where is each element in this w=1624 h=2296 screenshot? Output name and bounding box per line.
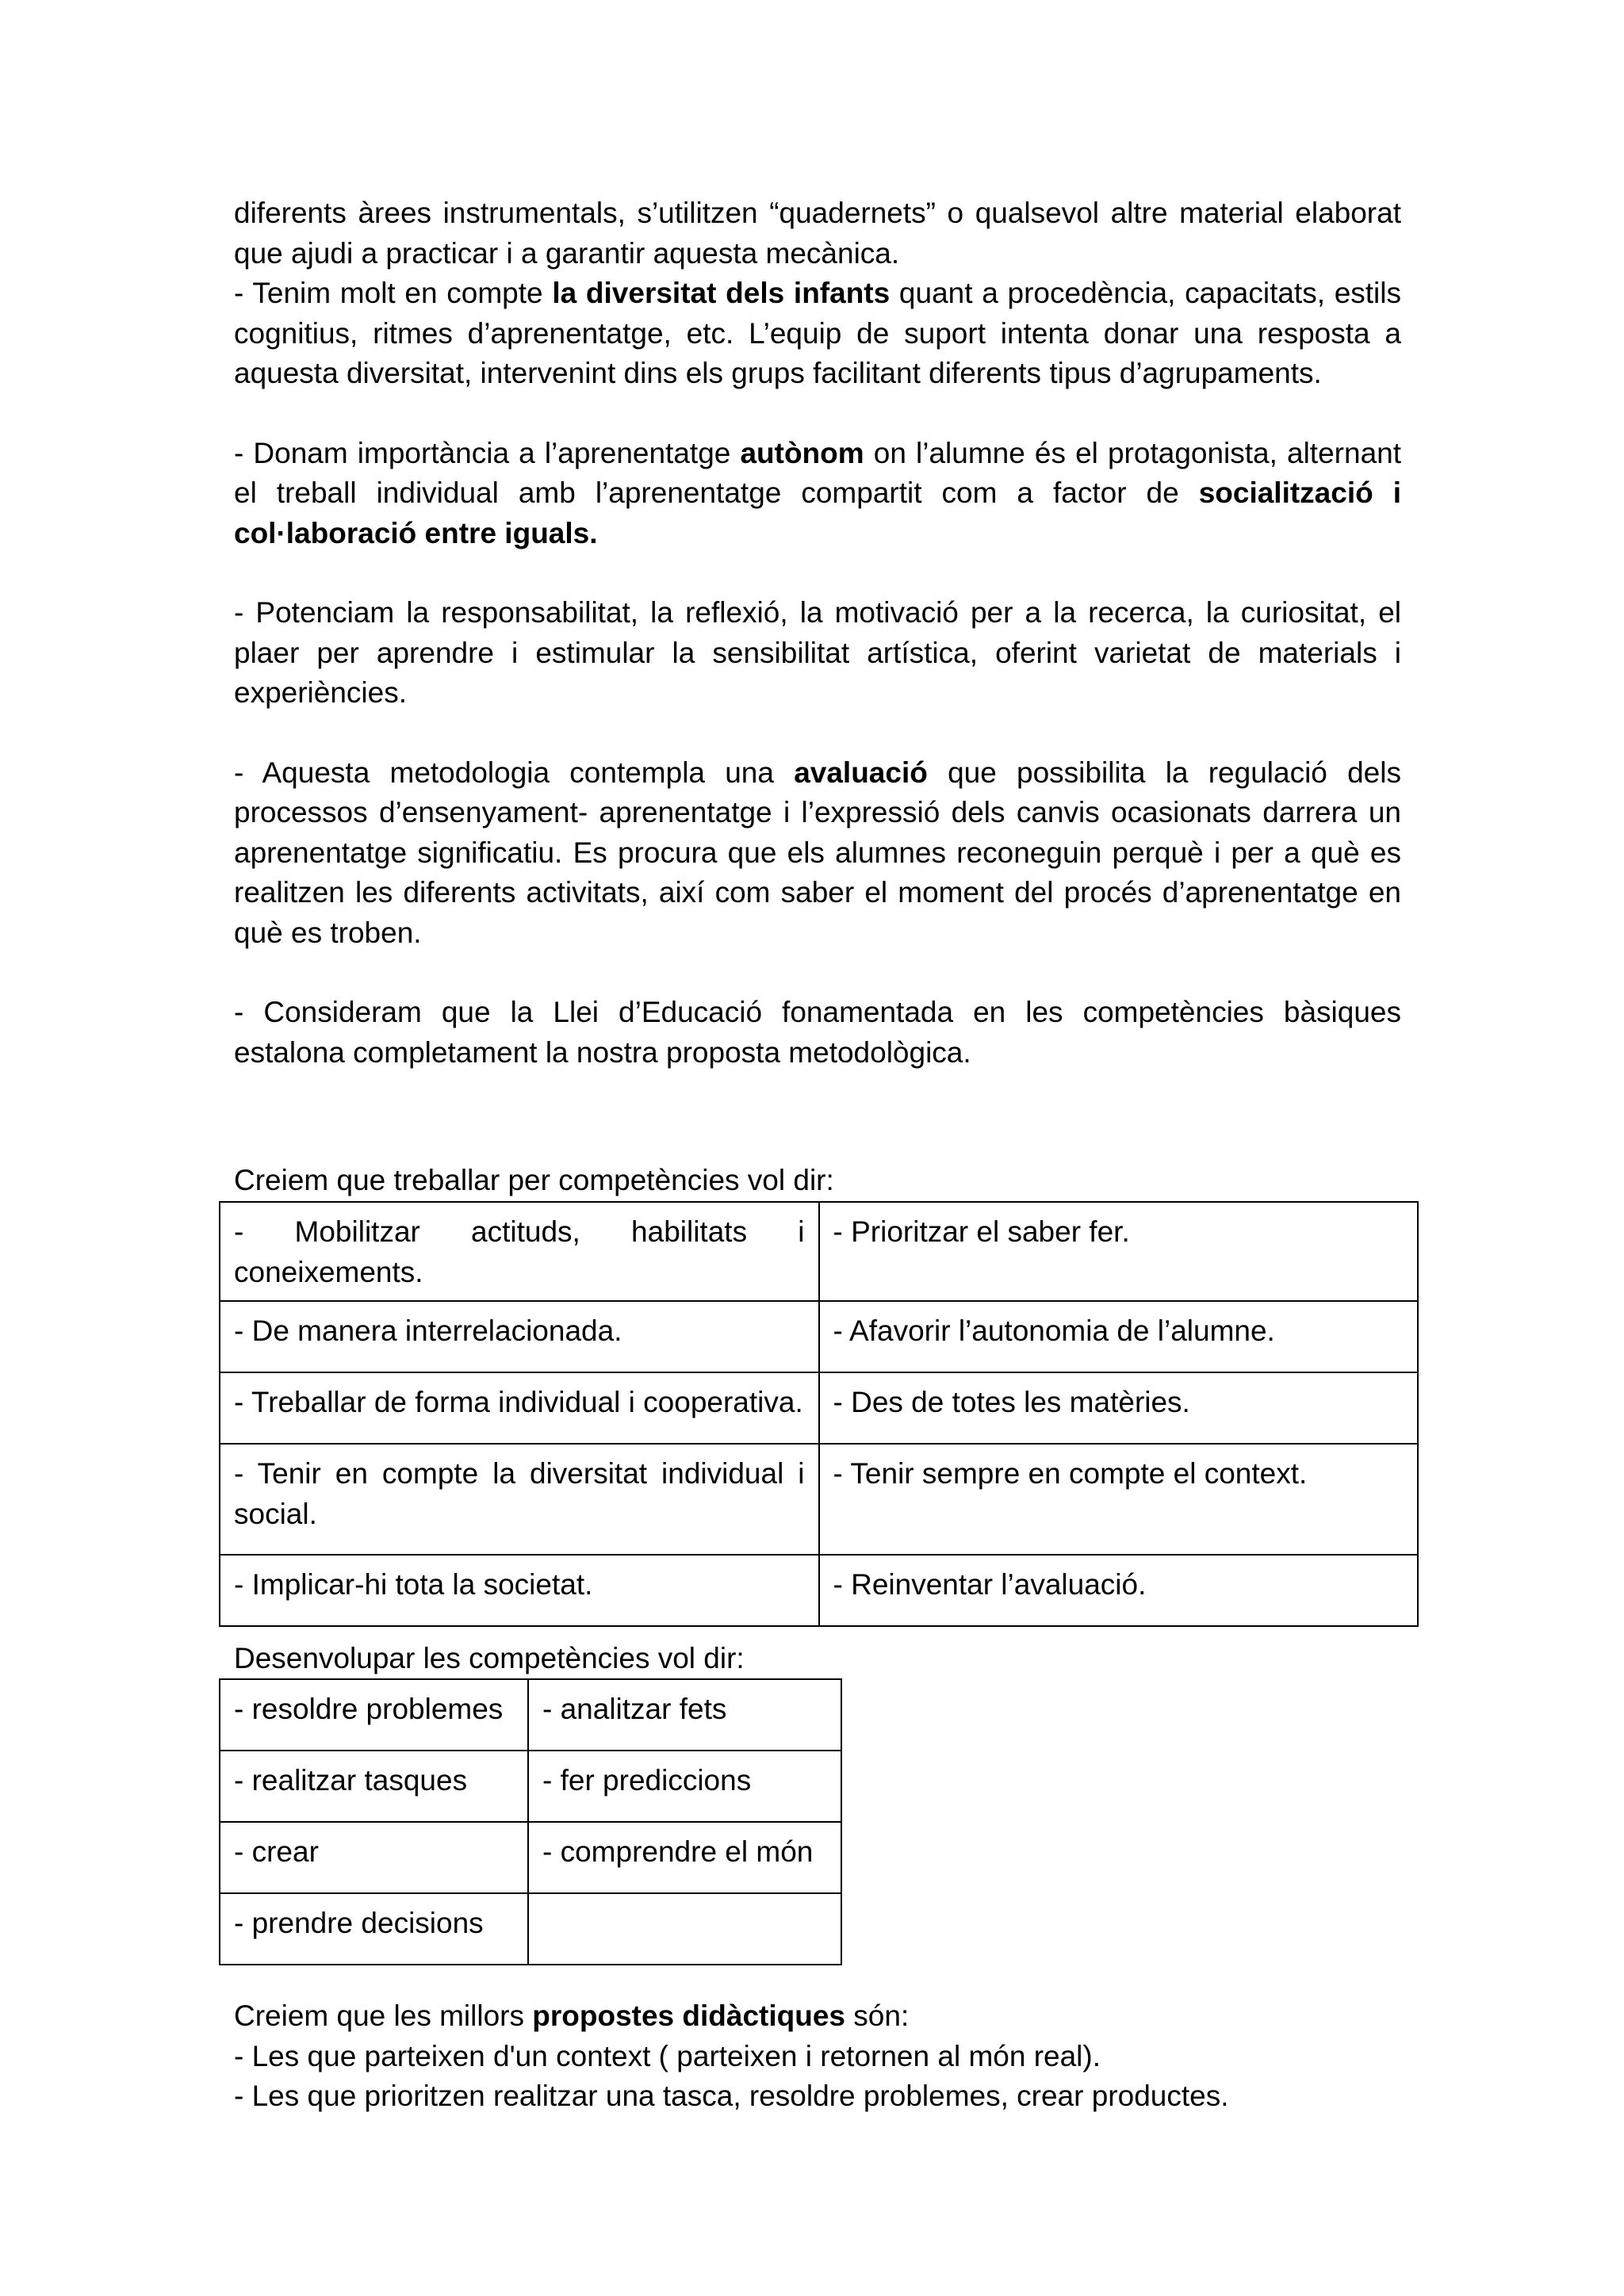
text-run: - Donam importància a l’aprenentatge: [234, 436, 741, 469]
table-cell: - Afavorir l’autonomia de l’alumne.: [819, 1301, 1419, 1372]
bold-socialization: socialització i col·laboració entre iguals.: [234, 476, 1401, 549]
paragraph-autonomous-learning: [234, 434, 1401, 554]
table-cell: - realitzar tasques: [220, 1751, 528, 1822]
table-row: [220, 1444, 1418, 1555]
competencies-table: [219, 1201, 1419, 1627]
table-cell: - Tenir en compte la diversitat individual i social.: [220, 1444, 819, 1555]
table-cell: - Reinventar l’avaluació.: [819, 1555, 1419, 1626]
didactic-proposals-intro: [234, 1996, 1401, 2037]
text-run: Creiem que les millors: [234, 1999, 533, 2032]
text-run: que possibilita la regulació dels processos d’ensenyament- aprenentatge i l’expressió dels canvis ocasionats darrera un aprenentatge significatiu. Es procura que els alumnes reconeguin perquè i per a què es realitzen les diferents activitats, així com saber el moment del procés d’aprenentatge en què es troben.: [234, 756, 1401, 949]
table-cell: - resoldre problemes: [220, 1679, 528, 1751]
table-row: [220, 1822, 841, 1893]
proposal-item: - Les que parteixen d'un context ( parteixen i retornen al món real).: [234, 2039, 1101, 2072]
table-cell: - Implicar-hi tota la societat.: [220, 1555, 819, 1626]
paragraph-diversity: [234, 274, 1401, 394]
table-cell: - crear: [220, 1822, 528, 1893]
table-cell: - De manera interrelacionada.: [220, 1301, 819, 1372]
bold-evaluation: avaluació: [794, 756, 928, 789]
table-cell: - Tenir sempre en compte el context.: [819, 1444, 1419, 1555]
table-cell: - Treballar de forma individual i cooperativa.: [220, 1372, 819, 1444]
table-cell: - Prioritzar el saber fer.: [819, 1202, 1419, 1301]
text-run: - Tenim molt en compte: [234, 277, 553, 309]
table-row: [220, 1555, 1418, 1626]
bold-didactic-proposals: propostes didàctiques: [532, 1999, 846, 2032]
table-cell: - comprendre el món: [528, 1822, 841, 1893]
table-cell: - Des de totes les matèries.: [819, 1372, 1419, 1444]
table-row: [220, 1751, 841, 1822]
table-cell: - Mobilitzar actituds, habilitats i coneixements.: [220, 1202, 819, 1301]
text-run: quant a procedència, capacitats, estils cognitius, ritmes d’aprenentatge, etc. L’equip de suport intenta donar una resposta a aquesta diversitat, intervenint dins els grups facilitant diferents tipus d’agrupaments.: [234, 277, 1402, 389]
table-cell: - prendre decisions: [220, 1893, 528, 1965]
table-row: [220, 1679, 841, 1751]
proposal-item: - Les que prioritzen realitzar una tasca, resoldre problemes, crear productes.: [234, 2080, 1229, 2112]
text-run: - Aquesta metodologia contempla una: [234, 756, 795, 789]
table-row: [220, 1301, 1418, 1372]
table-cell: - fer prediccions: [528, 1751, 841, 1822]
text-run: on l’alumne és el protagonista, alternant el treball individual amb l’aprenentatge compartit com a factor de: [234, 436, 1401, 509]
bold-diversity: la diversitat dels infants: [552, 277, 891, 309]
paragraph-instrumental-areas: diferents àrees instrumentals, s’utilitzen “quadernets” o qualsevol altre material elaborat que ajudi a practicar i a garantir aquesta mecànica.: [234, 197, 1401, 270]
table-row: [220, 1893, 841, 1965]
bold-autonomous: autònom: [740, 436, 864, 469]
table2-lead: Desenvolupar les competències vol dir:: [234, 1642, 745, 1674]
table-cell: - analitzar fets: [528, 1679, 841, 1751]
methodology-text: [234, 193, 1401, 1073]
paragraph-evaluation: [234, 753, 1401, 954]
text-run: són:: [845, 1999, 910, 2032]
table1-lead: Creiem que treballar per competències vol dir:: [234, 1164, 834, 1196]
table-row: [220, 1372, 1418, 1444]
paragraph-responsibility: - Potenciam la responsabilitat, la reflexió, la motivació per a la recerca, la curiositat, el plaer per aprendre i estimular la sensibilitat artística, oferint varietat de materials i experiències.: [234, 596, 1401, 709]
paragraph-education-law: - Consideram que la Llei d’Educació fonamentada en les competències bàsiques estalona completament la nostra proposta metodològica.: [234, 996, 1401, 1069]
develop-competencies-table: [219, 1678, 842, 1965]
table-cell: [528, 1893, 841, 1965]
table-row: [220, 1202, 1418, 1301]
didactic-proposals: [234, 1996, 1401, 2117]
